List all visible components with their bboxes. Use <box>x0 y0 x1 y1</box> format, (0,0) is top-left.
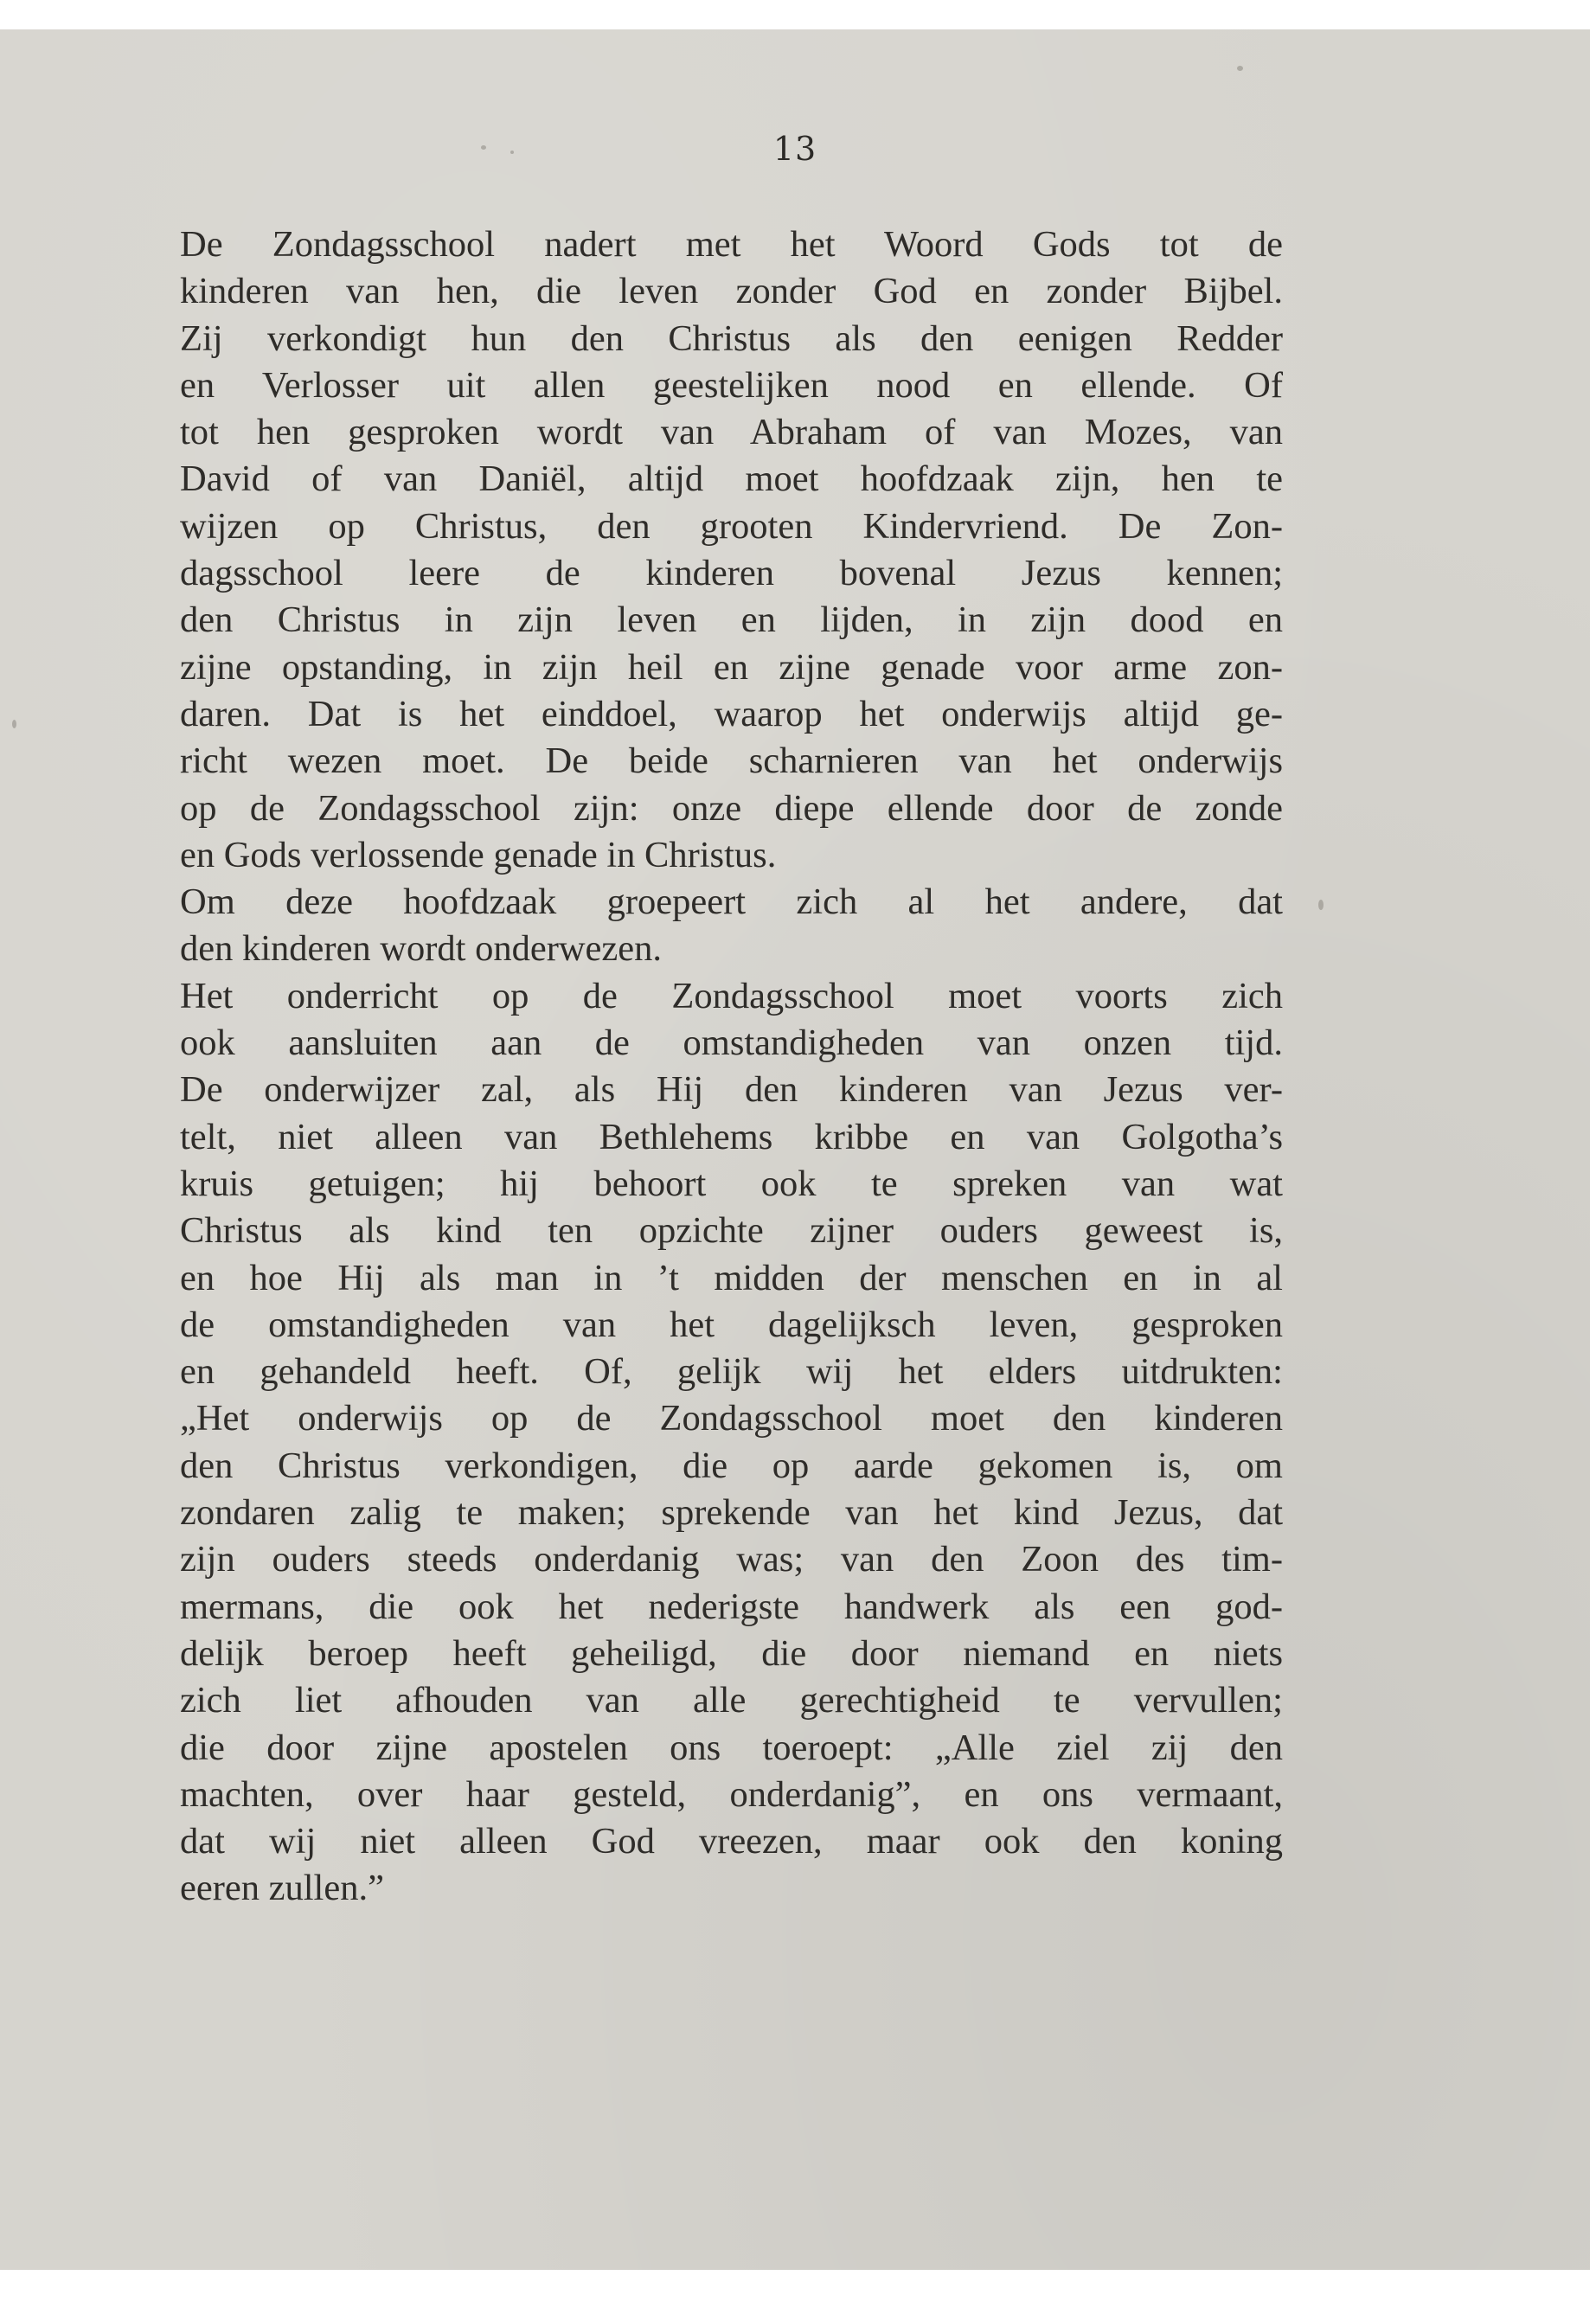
text-line: dat wij niet alleen God vreezen, maar ook den koning <box>180 1821 1283 1862</box>
text-line: kruis getuigen; hij behoort ook te spreken van wat <box>180 1163 1283 1204</box>
text-line: ook aansluiten aan de omstandigheden van onzen tijd. <box>180 1022 1283 1064</box>
text-line: den kinderen wordt onderwezen. <box>180 928 663 970</box>
text-line: Christus als kind ten opzichte zijner ouders geweest is, <box>180 1210 1283 1252</box>
text-line: en hoe Hij als man in ’t midden der menschen en in al <box>180 1257 1283 1298</box>
text-line: mermans, die ook het nederigste handwerk als een god- <box>180 1586 1283 1627</box>
text-line: eeren zullen.” <box>180 1868 384 1909</box>
text-line: „Het onderwijs op de Zondagsschool moet den kinderen <box>180 1398 1283 1439</box>
text-line: de omstandigheden van het dagelijksch leven, gesproken <box>180 1304 1283 1345</box>
text-line: tot hen gesproken wordt van Abraham of van Mozes, van <box>180 412 1283 453</box>
paper-speck <box>1318 900 1324 910</box>
text-line: zijn ouders steeds onderdanig was; van den Zoon des tim- <box>180 1539 1283 1580</box>
page-number: 13 <box>772 130 817 168</box>
text-line: zich liet afhouden van alle gerechtigheid te vervullen; <box>180 1680 1283 1721</box>
text-line: kinderen van hen, die leven zonder God en zonder Bijbel. <box>180 271 1283 312</box>
text-line: Zij verkondigt hun den Christus als den eenigen Redder <box>180 317 1283 359</box>
text-line: en gehandeld heeft. Of, gelijk wij het elders uitdrukten: <box>180 1351 1283 1393</box>
text-line: en Verlosser uit allen geestelijken nood en ellende. Of <box>180 364 1283 406</box>
text-line: De Zondagsschool nadert met het Woord Gods tot de <box>180 224 1283 265</box>
text-line: wijzen op Christus, den grooten Kindervriend. De Zon- <box>180 505 1283 547</box>
text-line: telt, niet alleen van Bethlehems kribbe en van Golgotha’s <box>180 1116 1283 1157</box>
paper-speck <box>12 720 16 728</box>
text-line: David of van Daniël, altijd moet hoofdzaak zijn, hen te <box>180 458 1283 500</box>
paper-speck <box>1237 66 1243 71</box>
text-line: delijk beroep heeft geheiligd, die door niemand en niets <box>180 1632 1283 1674</box>
text-line: die door zijne apostelen ons toeroept: „Alle ziel zij den <box>180 1727 1283 1768</box>
text-line: op de Zondagsschool zijn: onze diepe ellende door de zonde <box>180 787 1283 829</box>
body-text <box>180 221 1283 1913</box>
text-line: den Christus in zijn leven en lijden, in zijn dood en <box>180 599 1283 641</box>
text-line: richt wezen moet. De beide scharnieren van het onderwijs <box>180 740 1283 782</box>
text-line: den Christus verkondigen, die op aarde gekomen is, om <box>180 1445 1283 1486</box>
text-line: zijne opstanding, in zijn heil en zijne genade voor arme zon- <box>180 646 1283 688</box>
text-line: Om deze hoofdzaak groepeert zich al het andere, dat <box>180 881 1283 923</box>
text-line: Het onderricht op de Zondagsschool moet voorts zich <box>180 975 1283 1016</box>
text-line: daren. Dat is het einddoel, waarop het onderwijs altijd ge- <box>180 693 1283 734</box>
text-line: dagsschool leere de kinderen bovenal Jezus kennen; <box>180 553 1283 594</box>
text-line: en Gods verlossende genade in Christus. <box>180 834 777 875</box>
text-line: zondaren zalig te maken; sprekende van het kind Jezus, dat <box>180 1492 1283 1534</box>
scanned-page <box>0 29 1590 2270</box>
text-line: machten, over haar gesteld, onderdanig”, en ons vermaant, <box>180 1773 1283 1815</box>
text-line: De onderwijzer zal, als Hij den kinderen van Jezus ver- <box>180 1069 1283 1111</box>
